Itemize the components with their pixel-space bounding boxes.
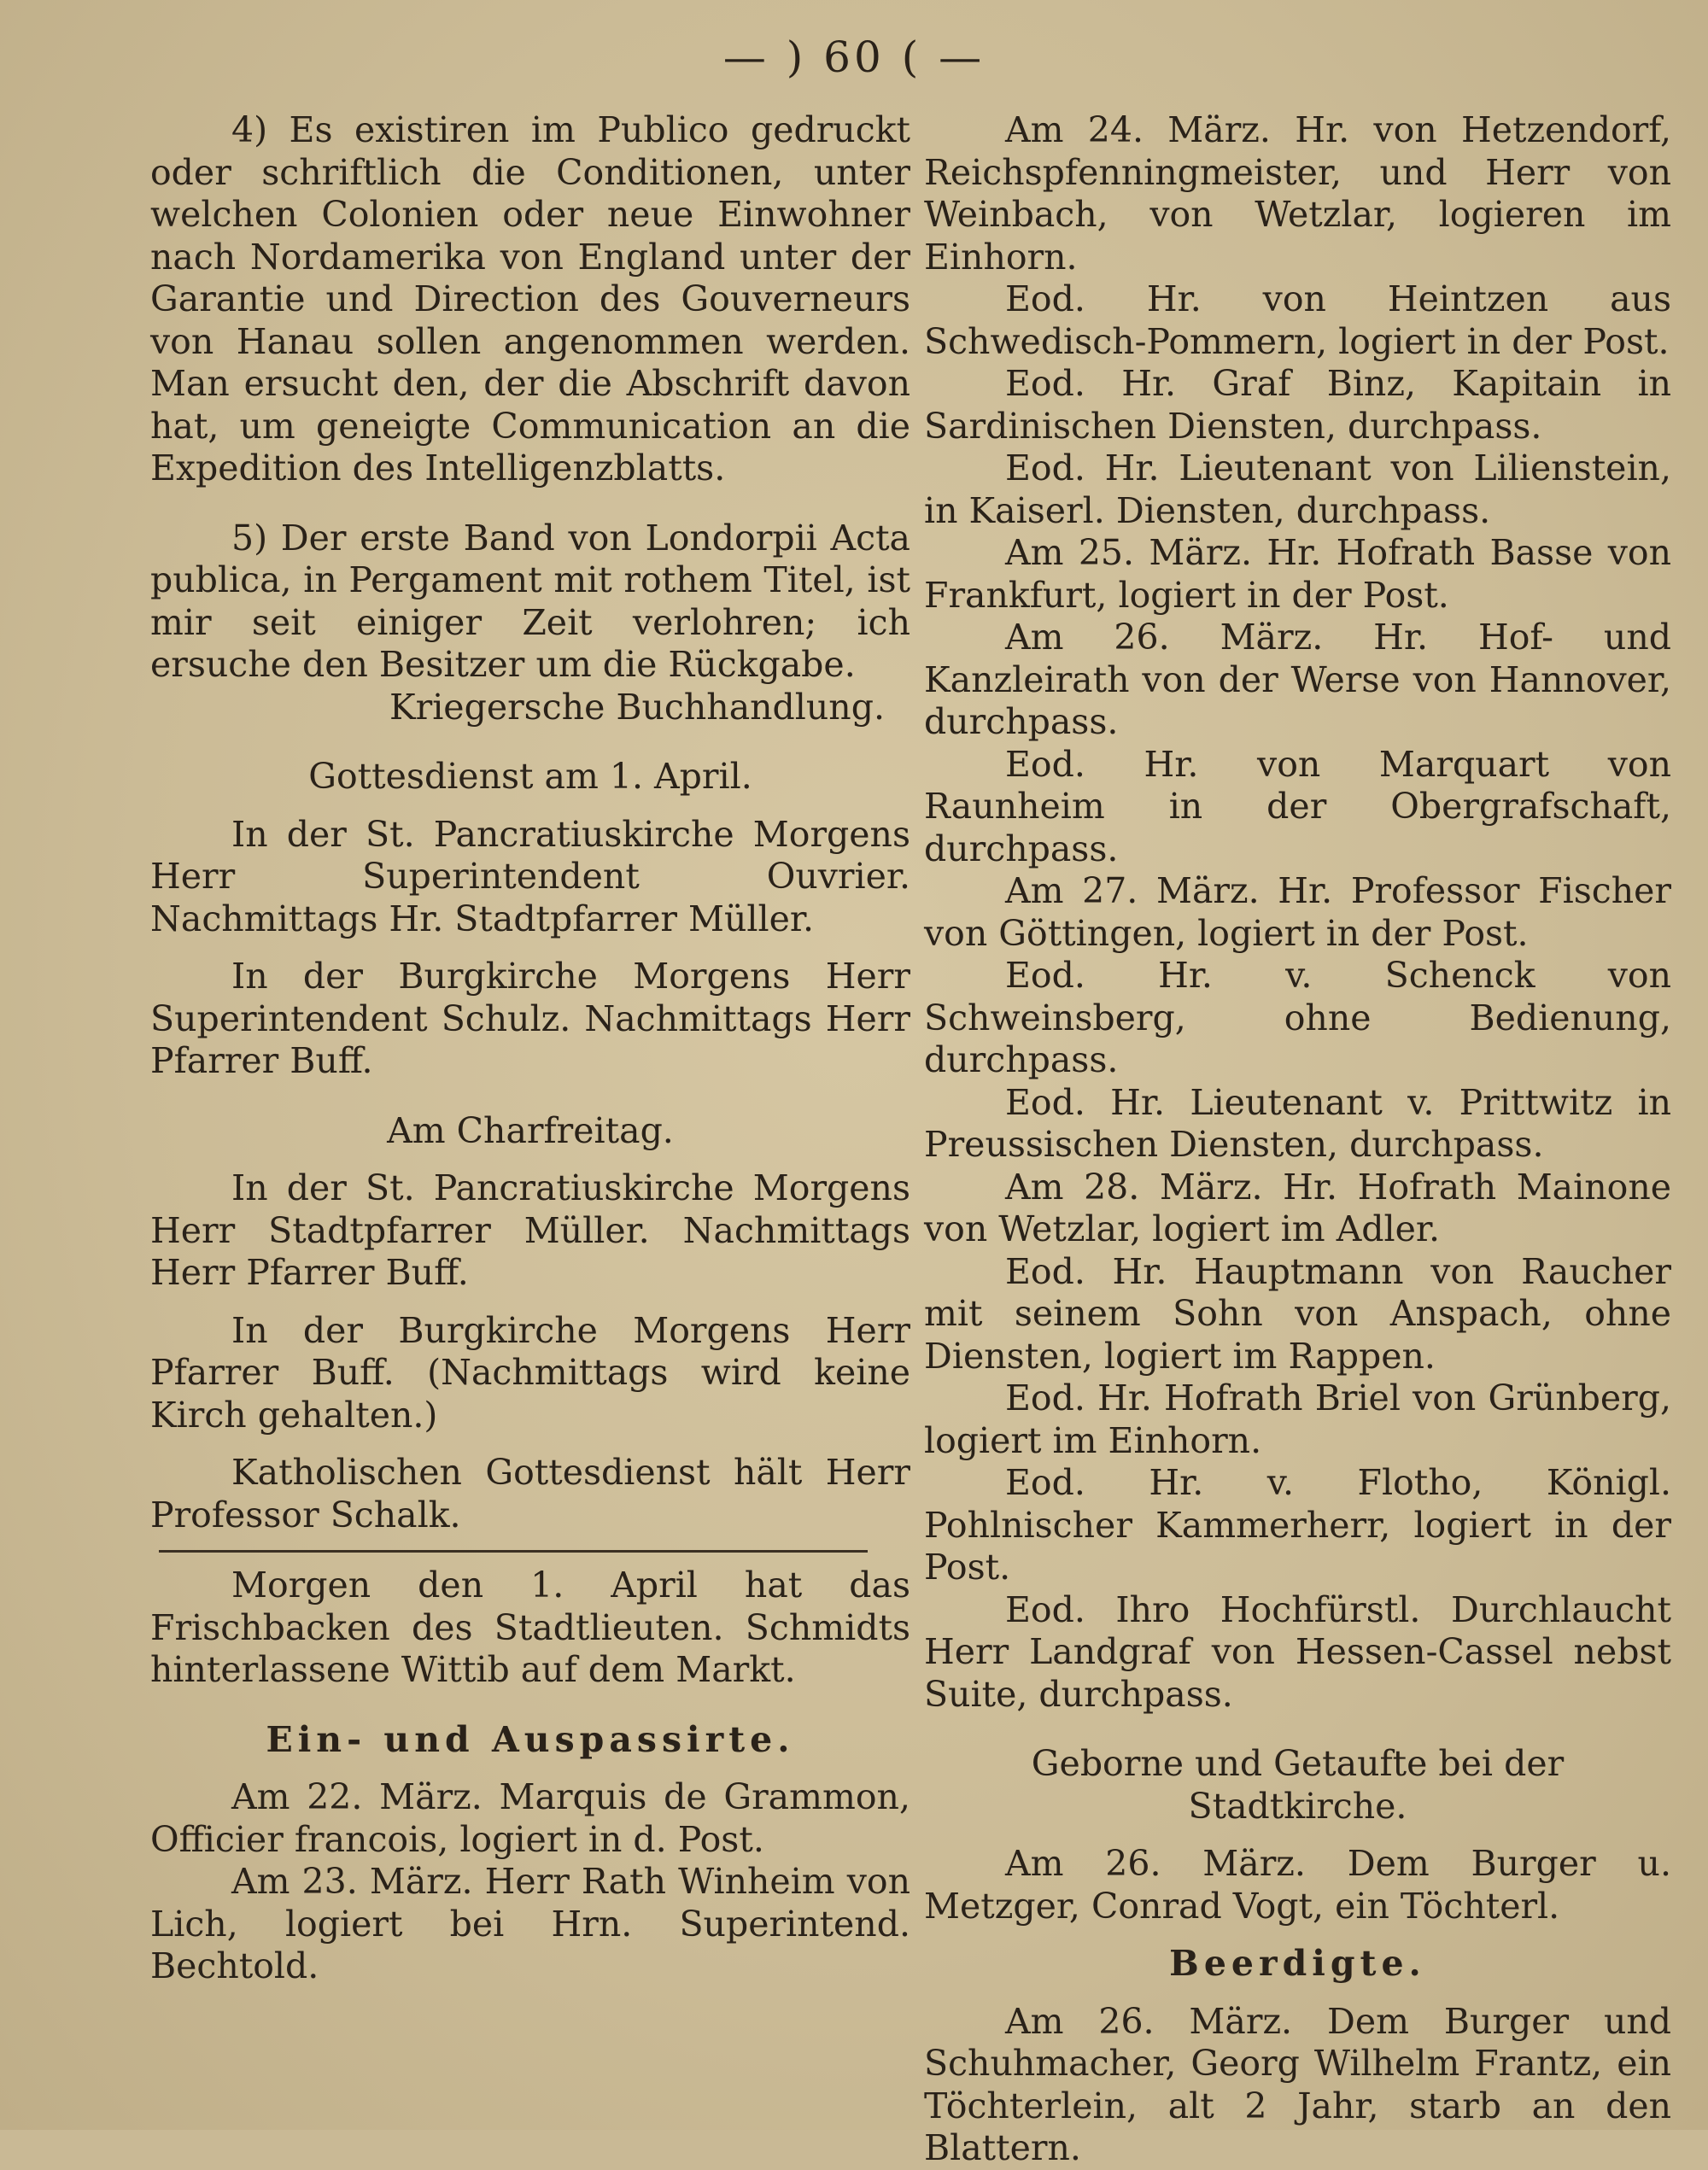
arrival-entry: Eod. Hr. v. Flotho, Königl. Pohlnischer Kammerherr, logiert in der Post. bbox=[924, 1462, 1671, 1588]
travel-entry: Am 23. März. Herr Rath Winheim von Lich, logiert bei Hrn. Superintend. Bechtold. bbox=[150, 1861, 910, 1986]
births-entry: Am 26. März. Dem Burger u. Metzger, Conrad Vogt, ein Töchterl. bbox=[924, 1843, 1671, 1927]
arrival-entry: Eod. Ihro Hochfürstl. Durchlaucht Herr Landgraf von Hessen-Cassel nebst Suite, durchpass. bbox=[924, 1588, 1671, 1715]
goodfriday-heading: Am Charfreitag. bbox=[387, 1109, 674, 1151]
notice-5-signature: Kriegersche Buchhandlung. bbox=[389, 686, 885, 728]
travel-heading: Ein- und Auspassirte. bbox=[266, 1718, 795, 1760]
burials-heading: Beerdigte. bbox=[1169, 1943, 1426, 1984]
goodfriday-pancratius: In der St. Pancratiuskirche Morgens Herr Stadtpfarrer Müller. Nachmittags Herr Pfarrer Buff. bbox=[150, 1167, 910, 1293]
arrival-entry: Am 25. März. Hr. Hofrath Basse von Frankfurt, logiert in der Post. bbox=[924, 532, 1671, 616]
arrival-entry: Am 27. März. Hr. Professor Fischer von Göttingen, logiert in der Post. bbox=[924, 870, 1671, 954]
arrival-entry: Eod. Hr. Lieutenant von Lilienstein, in Kaiserl. Diensten, durchpass. bbox=[924, 447, 1671, 531]
arrival-entry: Am 26. März. Hr. Hof- und Kanzleirath von der Werse von Hannover, durchpass. bbox=[924, 617, 1671, 742]
arrival-entry: Eod. Hr. von Heintzen aus Schwedisch-Pommern, logiert in der Post. bbox=[924, 278, 1671, 362]
service-burgkirche: In der Burgkirche Morgens Herr Superintendent Schulz. Nachmittags Herr Pfarrer Buff. bbox=[150, 956, 910, 1081]
arrival-entry: Eod. Hr. v. Schenck von Schweinsberg, ohne Bedienung, durchpass. bbox=[924, 955, 1671, 1080]
notice-4: 4) Es existiren im Publico gedruckt oder schriftlich die Conditionen, unter welchen Colonien oder neue Einwohner nach Nordamerika von England unter der Garantie und Direction des Gouverneurs von Hanau sollen angenommen werden. Man ersucht den, der die Abschrift davon hat, um geneigte Communication an die Expedition des Intelligenzblatts. bbox=[150, 109, 910, 488]
burials-entry: Am 26. März. Dem Burger und Schuhmacher, Georg Wilhelm Frantz, ein Töchterlein, alt 2 Jahr, starb an den Blattern. bbox=[924, 2000, 1671, 2168]
arrival-entry: Am 28. März. Hr. Hofrath Mainone von Wetzlar, logiert im Adler. bbox=[924, 1166, 1671, 1249]
catholic-service: Katholischen Gottesdienst hält Herr Professor Schalk. bbox=[150, 1452, 910, 1535]
notice-5: 5) Der erste Band von Londorpii Acta publica, in Pergament mit rothem Titel, ist mir seit einiger Zeit verlohren; ich ersuche den Besitzer um die Rückgabe. bbox=[150, 517, 910, 685]
service-pancratius: In der St. Pancratiuskirche Morgens Herr Superintendent Ouvrier. Nachmittags Hr. Stadtpfarrer Müller. bbox=[150, 813, 910, 939]
arrival-entry: Eod. Hr. Hofrath Briel von Grünberg, logiert im Einhorn. bbox=[924, 1377, 1671, 1461]
travel-entry: Am 22. März. Marquis de Grammon, Officier francois, logiert in d. Post. bbox=[150, 1776, 910, 1860]
goodfriday-burgkirche: In der Burgkirche Morgens Herr Pfarrer Buff. (Nachmittags wird keine Kirch gehalten.) bbox=[150, 1309, 910, 1436]
arrival-entry: Am 24. März. Hr. von Hetzendorf, Reichspfenningmeister, und Herr von Weinbach, von Wetzlar, logieren im Einhorn. bbox=[924, 109, 1671, 278]
section-divider bbox=[159, 1550, 868, 1553]
arrival-entry: Eod. Hr. von Marquart von Raunheim in der Obergrafschaft, durchpass. bbox=[924, 743, 1671, 869]
arrival-entry: Eod. Hr. Lieutenant v. Prittwitz in Preussischen Diensten, durchpass. bbox=[924, 1081, 1671, 1165]
left-column bbox=[150, 109, 910, 1988]
arrival-entry: Eod. Hr. Graf Binz, Kapitain in Sardinischen Diensten, durchpass. bbox=[924, 363, 1671, 447]
service-heading: Gottesdienst am 1. April. bbox=[308, 756, 752, 797]
right-column bbox=[924, 109, 1671, 2170]
baking-notice: Morgen den 1. April hat das Frischbacken des Stadtlieuten. Schmidts hinterlassene Wittib auf dem Markt. bbox=[150, 1565, 910, 1690]
page-number: — ) 60 ( — bbox=[722, 32, 986, 82]
births-heading: Geborne und Getaufte bei der Stadtkirche. bbox=[1031, 1743, 1565, 1827]
arrival-entry: Eod. Hr. Hauptmann von Raucher mit seinem Sohn von Anspach, ohne Diensten, logiert im Rappen. bbox=[924, 1250, 1671, 1377]
